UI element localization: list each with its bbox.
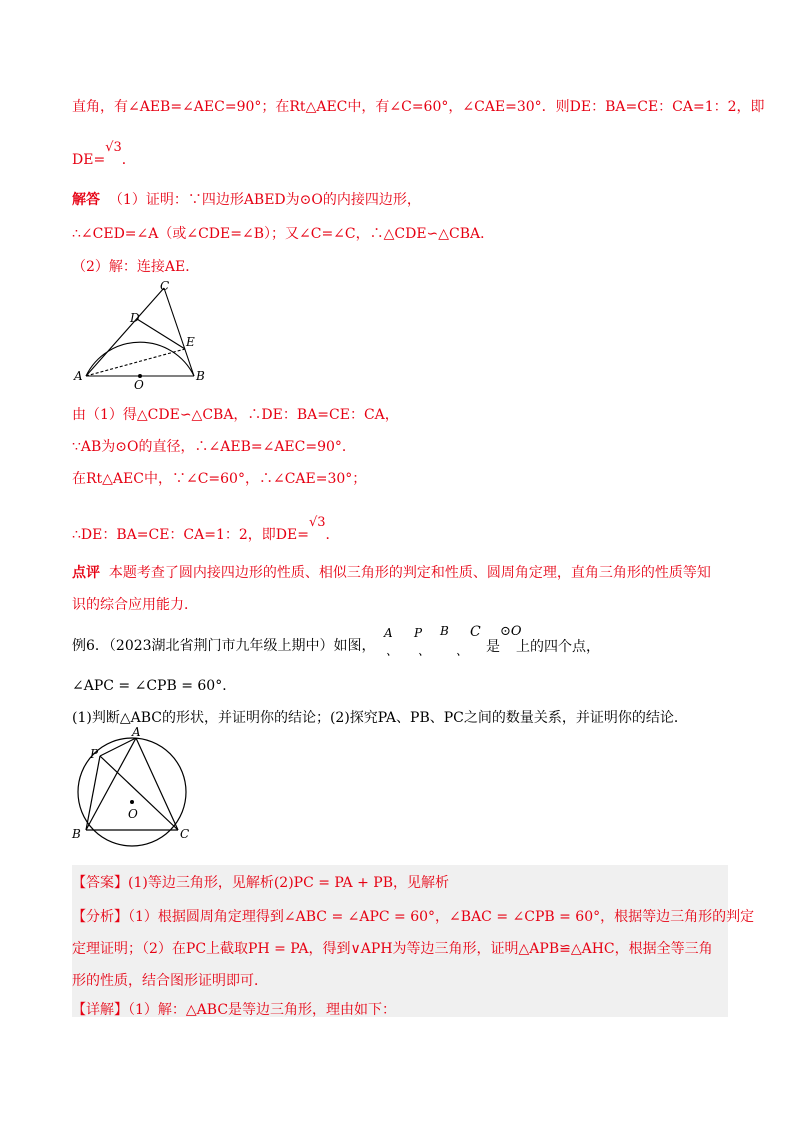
text-line-1: 直角，有∠AEB=∠AEC=90°；在Rt△AEC中，有∠C=60°，∠CAE=30°．则DE：BA=CE：CA=1：2，即 — [72, 99, 765, 115]
label-p: P — [90, 747, 99, 761]
text-line-3 — [72, 190, 728, 210]
jieda-label: 解答 — [72, 192, 100, 208]
point-a-symbol: A — [384, 626, 393, 640]
sqrt3-expression: √3 — [308, 515, 326, 530]
question-line: (1)判断△ABC的形状，并证明你的结论；(2)探究PA、PB、PC之间的数量关系，并证明你的结论． — [72, 710, 688, 726]
dianping-label: 点评 — [72, 565, 100, 581]
text-line-8: 在Rt△AEC中，∵∠C=60°，∴∠CAE=30°； — [72, 471, 367, 487]
sqrt3-expression: √3 — [105, 140, 122, 155]
text-line-11: 识的综合应用能力． — [72, 597, 198, 613]
segment-pb — [86, 756, 100, 830]
text-line-6: 由（1）得△CDE∽△CBA，∴DE：BA=CE：CA， — [72, 407, 399, 423]
text-period: ． — [121, 152, 136, 168]
label-a: A — [74, 369, 83, 383]
label-c: C — [180, 827, 190, 841]
text-line-4: ∴∠CED=∠A（或∠CDE=∠B）；又∠C=∠C，∴△CDE∽△CBA． — [72, 226, 495, 242]
label-o: O — [134, 378, 144, 390]
point-b-symbol: B — [440, 624, 449, 638]
label-b: B — [72, 827, 81, 841]
detail-line: 【详解】（1）解：△ABC是等边三角形，理由如下： — [72, 1002, 397, 1018]
segment-de — [137, 319, 185, 349]
shi-text: 是 — [486, 639, 500, 655]
example-6-prefix: 例6．（2023湖北省荆门市九年级上期中）如图， — [72, 638, 376, 654]
point-c-symbol: C — [470, 624, 481, 640]
figure-semicircle — [72, 278, 212, 390]
example-6-end: 上的四个点， — [516, 639, 600, 655]
label-d: D — [130, 311, 140, 325]
side-ca — [136, 738, 178, 830]
label-e: E — [186, 335, 195, 349]
point-p-symbol: P — [414, 626, 423, 640]
analysis-line-2: 定理证明；（2）在PC上截取PH = PA，得到∨APH为等边三角形，证明△APB≌△AHC，根据全等三角 — [72, 941, 713, 957]
text-period: ． — [325, 527, 340, 543]
separator-2: 、 — [418, 644, 431, 658]
separator-1: 、 — [386, 644, 399, 658]
separator-3: 、 — [456, 644, 469, 658]
figure-circle-triangle — [70, 726, 194, 850]
circle-o-symbol: ⊙O — [500, 624, 522, 639]
semicircle-arc — [86, 342, 194, 376]
analysis-line-1: 【分析】（1）根据圆周角定理得到∠ABC = ∠APC = 60°，∠BAC = ∠CPB = 60°，根据等边三角形的判定 — [72, 909, 755, 925]
label-a: A — [132, 726, 141, 739]
jieda-text: （1）证明：∵四边形ABED为⊙O的内接四边形， — [108, 192, 421, 208]
text-de-prefix: DE= — [72, 152, 106, 168]
center-dot-o — [130, 800, 134, 804]
label-c: C — [160, 279, 170, 293]
answer-line: 【答案】(1)等边三角形，见解析(2)PC = PA + PB，见解析 — [72, 875, 450, 891]
segment-ae-dashed — [86, 349, 185, 376]
segment-pc — [100, 756, 178, 830]
text-de-prefix: ∴DE：BA=CE：CA=1：2，即DE= — [72, 527, 309, 543]
text-line-9 — [72, 515, 728, 546]
segment-cb — [164, 288, 194, 376]
analysis-line-3: 形的性质，结合图形证明即可． — [72, 973, 268, 989]
label-b: B — [196, 369, 205, 383]
dianping-text: 本题考查了圆内接四边形的性质、相似三角形的判定和性质、圆周角定理，直角三角形的性质等知 — [108, 565, 711, 581]
segment-ac — [86, 288, 164, 376]
text-line-10 — [72, 563, 728, 583]
angle-equation-line: ∠APC = ∠CPB = 60°． — [72, 678, 237, 694]
example-6-line — [72, 636, 728, 656]
text-line-2 — [72, 140, 728, 171]
text-line-5: （2）解：连接AE． — [72, 259, 200, 275]
text-line-7: ∵AB为⊙O的直径，∴∠AEB=∠AEC=90°． — [72, 439, 356, 455]
label-o: O — [128, 807, 138, 821]
